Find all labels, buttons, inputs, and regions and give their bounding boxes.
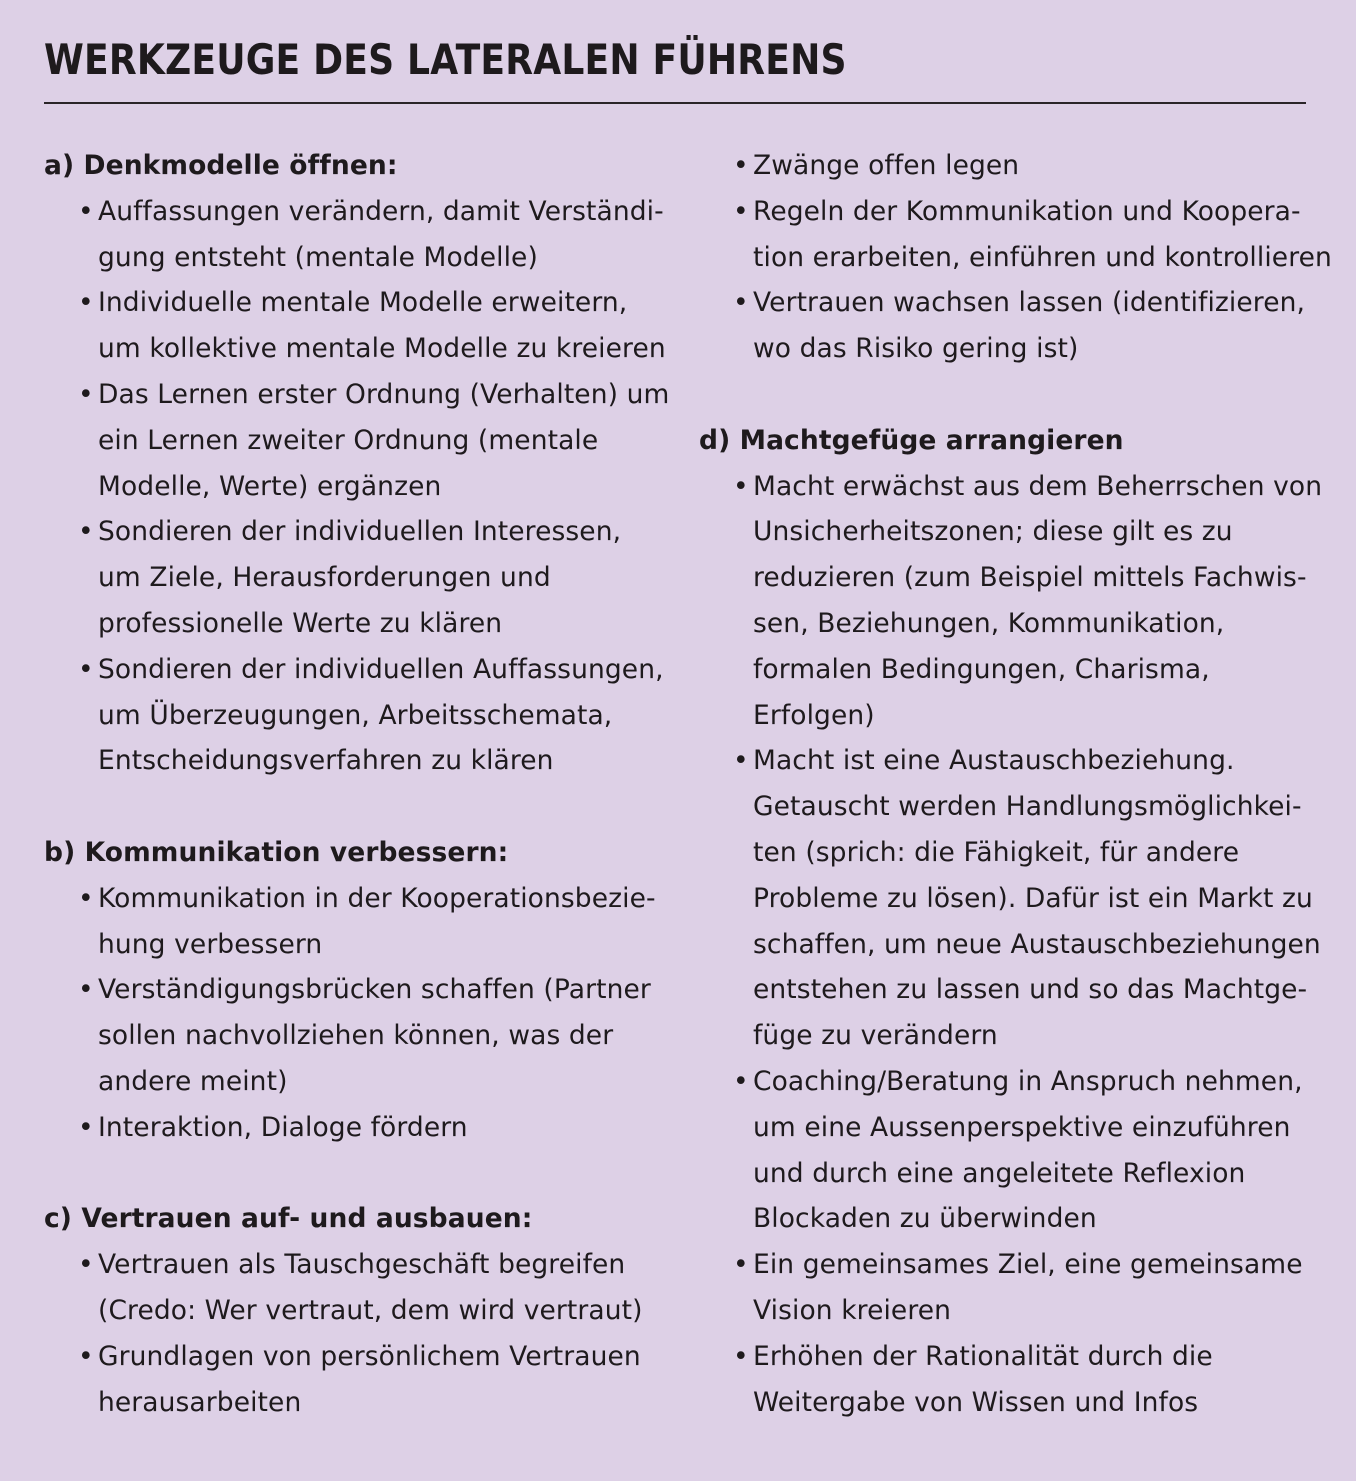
list-item-line: um eine Aussenperspektive einzuführen <box>753 1111 1291 1143</box>
section-a-list <box>44 189 670 784</box>
list-item <box>44 1242 664 1334</box>
list-item <box>699 280 1306 372</box>
list-item <box>699 464 1323 739</box>
bullet-icon: • <box>78 516 94 548</box>
list-item-line: um kollektive mentale Modelle zu kreieren <box>98 333 666 365</box>
bullet-icon: • <box>78 1111 94 1143</box>
list-item <box>699 1334 1306 1426</box>
bullet-icon: • <box>78 378 94 410</box>
list-item-line: andere meint) <box>98 1065 288 1097</box>
left-column <box>44 143 670 1425</box>
bullet-icon: • <box>733 1065 749 1097</box>
list-item-line: Probleme zu lösen). Dafür ist ein Markt zu <box>753 882 1313 914</box>
list-item-line: sollen nachvollziehen können, was der <box>98 1020 614 1052</box>
bullet-icon: • <box>78 287 94 319</box>
list-item-line: Macht ist eine Austauschbeziehung. <box>753 745 1235 777</box>
list-item <box>44 1105 664 1151</box>
list-item-line: wo das Risiko gering ist) <box>753 333 1079 365</box>
list-item-line: Vision kreieren <box>753 1294 952 1326</box>
title-divider <box>44 102 1306 104</box>
list-item-line: Sondieren der individuellen Auffassungen, <box>98 653 664 685</box>
list-item-line: ein Lernen zweiter Ordnung (mentale <box>98 424 599 456</box>
list-item <box>699 143 1306 189</box>
bullet-icon: • <box>733 1340 749 1372</box>
list-item-line: reduzieren (zum Beispiel mittels Fachwis- <box>753 562 1307 594</box>
list-item-line: um Ziele, Herausforderungen und <box>98 562 551 594</box>
list-item-line: Ein gemeinsames Ziel, eine gemeinsame <box>753 1249 1303 1281</box>
bullet-icon: • <box>78 1340 94 1372</box>
list-item-line: Blockaden zu überwinden <box>753 1203 1097 1235</box>
list-item-line: herausarbeiten <box>98 1386 302 1418</box>
list-item-line: Entscheidungsverfahren zu klären <box>98 745 554 777</box>
section-c-heading: c) Vertrauen auf- und ausbauen: <box>44 1203 533 1235</box>
list-item-line: füge zu verändern <box>753 1020 998 1052</box>
bullet-icon: • <box>78 882 94 914</box>
section-c-continued <box>699 143 1332 372</box>
bullet-icon: • <box>733 195 749 227</box>
section-b <box>44 830 664 1151</box>
list-item-line: tion erarbeiten, einführen und kontrollieren <box>753 241 1332 273</box>
bullet-icon: • <box>78 1249 94 1281</box>
section-a-heading: a) Denkmodelle öffnen: <box>44 150 398 181</box>
list-item <box>699 189 1332 281</box>
list-item-line: Regeln der Kommunikation und Koopera- <box>753 195 1301 227</box>
bullet-icon: • <box>78 653 94 685</box>
bullet-icon: • <box>733 1249 749 1281</box>
list-item-line: Interaktion, Dialoge fördern <box>98 1111 468 1143</box>
section-d-list <box>699 464 1323 1426</box>
bullet-icon: • <box>78 195 94 227</box>
list-item-line: Vertrauen als Tauschgeschäft begreifen <box>98 1249 626 1281</box>
page-title: WERKZEUGE DES LATERALEN FÜHRENS <box>44 35 847 84</box>
bullet-icon: • <box>78 974 94 1006</box>
bullet-icon: • <box>733 470 749 502</box>
list-item-line: Vertrauen wachsen lassen (identifizieren, <box>753 287 1306 319</box>
list-item-line: Macht erwächst aus dem Beherrschen von <box>753 470 1323 502</box>
bullet-icon: • <box>733 150 749 181</box>
list-item-line: Das Lernen erster Ordnung (Verhalten) um <box>98 378 670 410</box>
list-item-line: um Überzeugungen, Arbeitsschemata, <box>98 699 613 731</box>
list-item-line: Sondieren der individuellen Interessen, <box>98 516 622 548</box>
section-c <box>44 1196 664 1425</box>
list-item-line: gung entsteht (mentale Modelle) <box>98 241 538 273</box>
list-item-line: Coaching/Beratung in Anspruch nehmen, <box>753 1065 1303 1097</box>
list-item-line: Zwänge offen legen <box>753 150 1020 181</box>
list-item <box>44 189 664 281</box>
section-a <box>44 143 670 784</box>
content-page <box>44 28 1332 1458</box>
list-item-line: Verständigungsbrücken schaffen (Partner <box>98 974 651 1006</box>
list-item <box>44 1334 664 1426</box>
section-c-list <box>44 1242 664 1425</box>
list-item-line: Getauscht werden Handlungsmöglichkei- <box>753 791 1302 823</box>
list-item <box>44 967 664 1104</box>
list-item-line: Modelle, Werte) ergänzen <box>98 470 442 502</box>
list-item-line: Erhöhen der Rationalität durch die <box>753 1340 1213 1372</box>
list-item <box>44 876 664 968</box>
list-item <box>699 1059 1306 1242</box>
list-item <box>44 647 664 784</box>
bullet-icon: • <box>733 745 749 777</box>
section-b-list <box>44 876 664 1151</box>
section-b-heading: b) Kommunikation verbessern: <box>44 836 509 868</box>
list-item-line: entstehen zu lassen und so das Machtge- <box>753 974 1308 1006</box>
list-item-line: Weitergabe von Wissen und Infos <box>753 1386 1199 1418</box>
list-item <box>44 372 670 509</box>
list-item-line: (Credo: Wer vertraut, dem wird vertraut) <box>98 1294 643 1326</box>
section-d <box>699 418 1323 1426</box>
list-item <box>699 1242 1306 1334</box>
list-item-line: hung verbessern <box>98 928 323 960</box>
list-item-line: ten (sprich: die Fähigkeit, für andere <box>753 836 1240 868</box>
bullet-icon: • <box>733 287 749 319</box>
right-column <box>699 143 1332 1425</box>
list-item-line: Grundlagen von persönlichem Vertrauen <box>98 1340 641 1372</box>
list-item <box>699 738 1321 1059</box>
list-item-line: sen, Beziehungen, Kommunikation, <box>753 607 1225 639</box>
list-item <box>44 509 664 646</box>
list-item-line: Erfolgen) <box>753 699 875 731</box>
list-item-line: professionelle Werte zu klären <box>98 607 503 639</box>
list-item-line: und durch eine angeleitete Reflexion <box>753 1157 1246 1189</box>
list-item-line: formalen Bedingungen, Charisma, <box>753 653 1210 685</box>
list-item-line: Unsicherheitszonen; diese gilt es zu <box>753 516 1233 548</box>
list-item-line: schaffen, um neue Austauschbeziehungen <box>753 928 1321 960</box>
list-item-line: Auffassungen verändern, damit Verständi- <box>98 195 664 227</box>
list-item <box>44 280 664 372</box>
section-c-continued-list <box>699 143 1332 372</box>
section-d-heading: d) Machtgefüge arrangieren <box>699 424 1124 456</box>
list-item-line: Kommunikation in der Kooperationsbezie- <box>98 882 656 914</box>
list-item-line: Individuelle mentale Modelle erweitern, <box>98 287 628 319</box>
